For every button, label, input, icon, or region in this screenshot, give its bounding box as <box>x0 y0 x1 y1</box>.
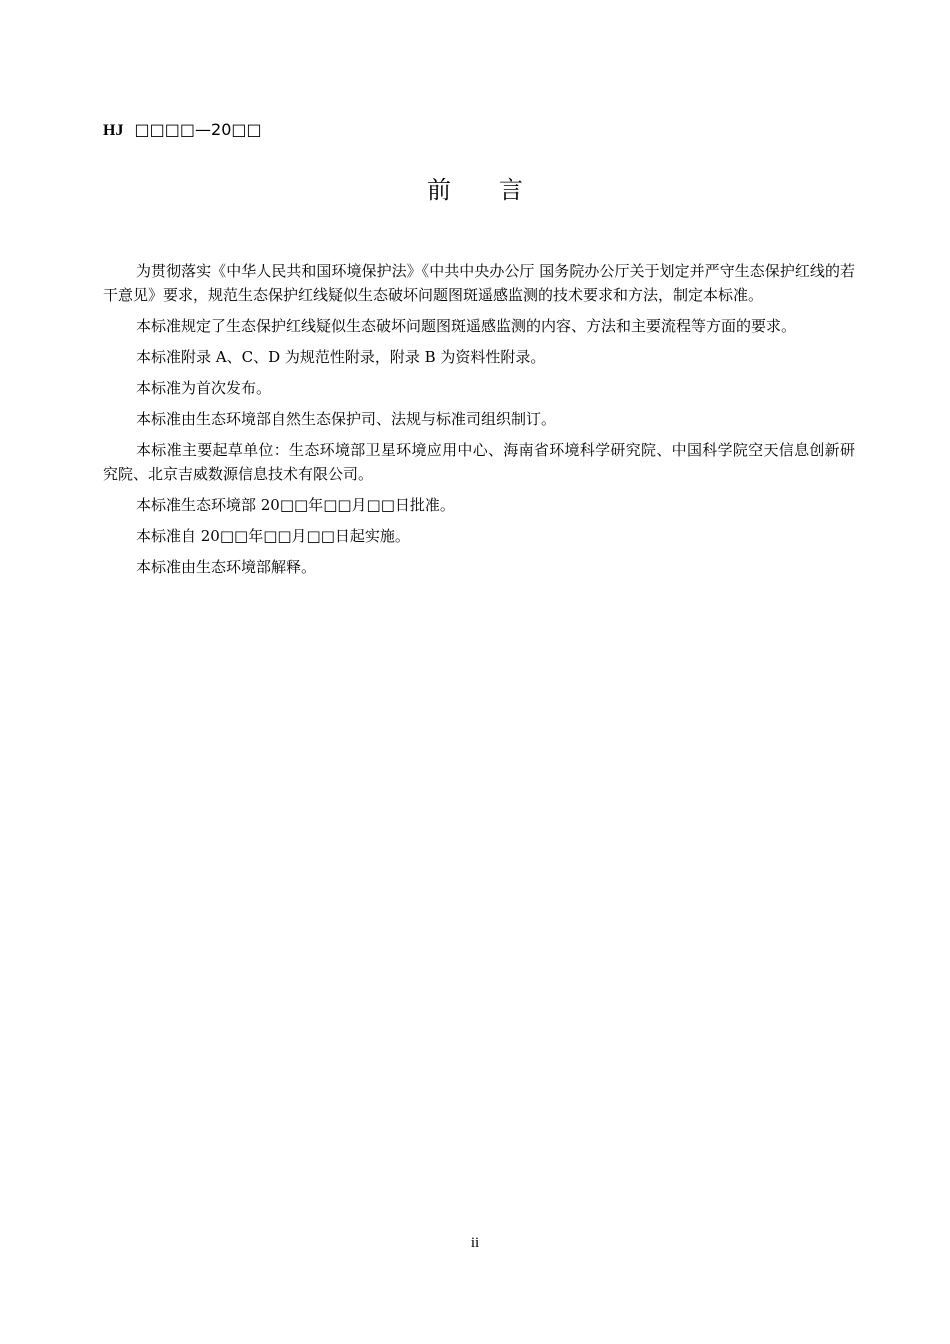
page-title: 前言 <box>427 176 571 204</box>
paragraph-effective-date: 本标准自 20□□年□□月□□日起实施。 <box>136 527 410 545</box>
standard-code: □□□□—20□□ <box>134 120 262 139</box>
paragraph-approval-date: 本标准生态环境部 20□□年□□月□□日批准。 <box>136 496 455 514</box>
paragraph-interpretation: 本标准由生态环境部解释。 <box>136 558 317 576</box>
paragraph-appendices: 本标准附录 A、C、D 为规范性附录，附录 B 为资料性附录。 <box>136 348 546 366</box>
foreword-body <box>103 259 855 586</box>
paragraph-scope: 本标准规定了生态保护红线疑似生态破坏问题图斑遥感监测的内容、方法和主要流程等方面的要求。 <box>136 317 797 335</box>
standard-number-header <box>103 120 262 141</box>
paragraph-drafting-units: 本标准主要起草单位：生态环境部卫星环境应用中心、海南省环境科学研究院、中国科学院空天信息创新研究院、北京吉威数源信息技术有限公司。 <box>103 441 855 483</box>
page-number: ii <box>470 1235 480 1251</box>
standard-prefix: HJ <box>103 122 124 139</box>
paragraph-first-release: 本标准为首次发布。 <box>136 379 272 397</box>
paragraph-purpose: 为贯彻落实《中华人民共和国环境保护法》《中共中央办公厅 国务院办公厅关于划定并严守生态保护红线的若干意见》要求，规范生态保护红线疑似生态破坏问题图斑遥感监测的技术要求和方法，制定本标准。 <box>103 262 855 304</box>
paragraph-organizer: 本标准由生态环境部自然生态保护司、法规与标准司组织制订。 <box>136 410 557 428</box>
